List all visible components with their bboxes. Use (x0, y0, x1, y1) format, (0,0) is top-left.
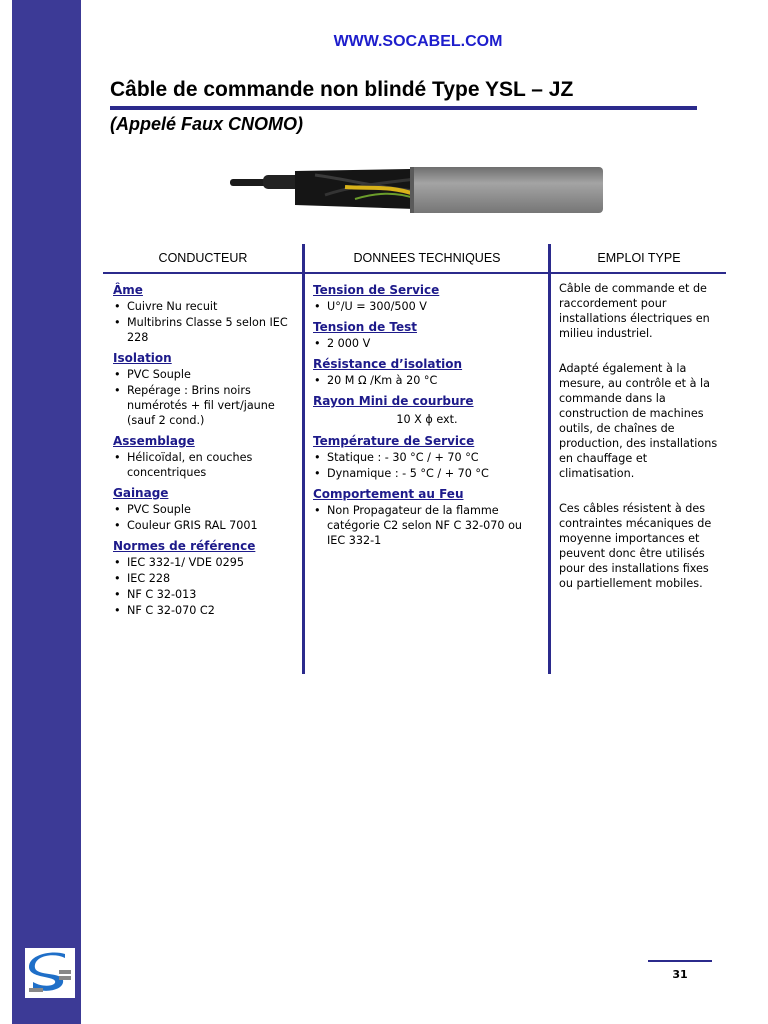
tension-test-heading: Tension de Test (313, 320, 418, 334)
temperature-list (313, 450, 541, 481)
temperature-heading: Température de Service (313, 434, 475, 448)
emploi-paragraph-1: Câble de commande et de raccordement pour installations électriques en milieu industriel. (559, 282, 710, 340)
feu-list (313, 503, 541, 548)
donnees-column (313, 282, 541, 553)
emploi-paragraph-2: Adapté également à la mesure, au contrôle et à la commande dans la construction de machines outils, de chaînes de production, des installations en chauffage et climatisation. (559, 362, 718, 480)
cable-photo (225, 165, 605, 215)
header-donnees-techniques: DONNEES TECHNIQUES (353, 251, 501, 265)
assemblage-heading: Assemblage (113, 434, 195, 448)
assemblage-list (113, 450, 298, 480)
header-rule (103, 272, 726, 274)
normes-heading: Normes de référence (113, 539, 256, 553)
socabel-logo (25, 948, 75, 998)
list-item: • Multibrins Classe 5 selon IEC 228 (127, 315, 298, 345)
page-number: 31 (672, 968, 688, 981)
list-item: • Statique : - 30 °C / + 70 °C (327, 450, 541, 465)
column-divider-2 (548, 244, 551, 674)
feu-heading: Comportement au Feu (313, 487, 464, 501)
resistance-list (313, 373, 541, 388)
isolation-heading: Isolation (113, 351, 172, 365)
list-item: • Hélicoïdal, en couches concentriques (127, 450, 298, 480)
list-item: • Non Propagateur de la flamme catégorie C2 selon NF C 32-070 ou IEC 332-1 (327, 503, 541, 548)
list-item: • Couleur GRIS RAL 7001 (127, 518, 298, 533)
tension-service-heading: Tension de Service (313, 283, 440, 297)
normes-list (113, 555, 298, 618)
emploi-paragraph-3: Ces câbles résistent à des contraintes mécaniques de moyenne importances et peuvent donc être utilisés pour des installations fixes ou partiellement mobiles. (559, 502, 712, 590)
list-item: • U°/U = 300/500 V (327, 299, 541, 314)
sidebar-band (12, 0, 81, 1024)
header-conducteur: CONDUCTEUR (158, 251, 248, 265)
list-item: • Cuivre Nu recuit (127, 299, 298, 314)
rayon-heading: Rayon Mini de courbure (313, 394, 474, 408)
isolation-list (113, 367, 298, 428)
list-item: • 20 M Ω /Km à 20 °C (327, 373, 541, 388)
list-item: • Repérage : Brins noirs numérotés + fil vert/jaune (sauf 2 cond.) (127, 383, 298, 428)
page-number-rule (648, 960, 712, 962)
list-item: • IEC 228 (127, 571, 298, 586)
ame-list (113, 299, 298, 345)
list-item: • NF C 32-070 C2 (127, 603, 298, 618)
conducteur-column (113, 282, 298, 623)
list-item: • PVC Souple (127, 367, 298, 382)
tension-service-list (313, 299, 541, 314)
rayon-value: 10 X ϕ ext. (396, 413, 458, 426)
list-item: • NF C 32-013 (127, 587, 298, 602)
gainage-list (113, 502, 298, 533)
gainage-heading: Gainage (113, 486, 169, 500)
ame-heading: Âme (113, 283, 143, 297)
title-underline (110, 106, 697, 110)
list-item: • IEC 332-1/ VDE 0295 (127, 555, 298, 570)
resistance-heading: Résistance d’isolation (313, 357, 463, 371)
column-divider-1 (302, 244, 305, 674)
list-item: • 2 000 V (327, 336, 541, 351)
page-title: Câble de commande non blindé Type YSL – JZ (110, 78, 574, 101)
list-item: • PVC Souple (127, 502, 298, 517)
tension-test-list (313, 336, 541, 351)
list-item: • Dynamique : - 5 °C / + 70 °C (327, 466, 541, 481)
page-subtitle: (Appelé Faux CNOMO) (110, 114, 304, 134)
emploi-column (559, 281, 719, 611)
website-url[interactable]: WWW.SOCABEL.COM (333, 33, 503, 50)
header-emploi-type: EMPLOI TYPE (597, 251, 681, 265)
